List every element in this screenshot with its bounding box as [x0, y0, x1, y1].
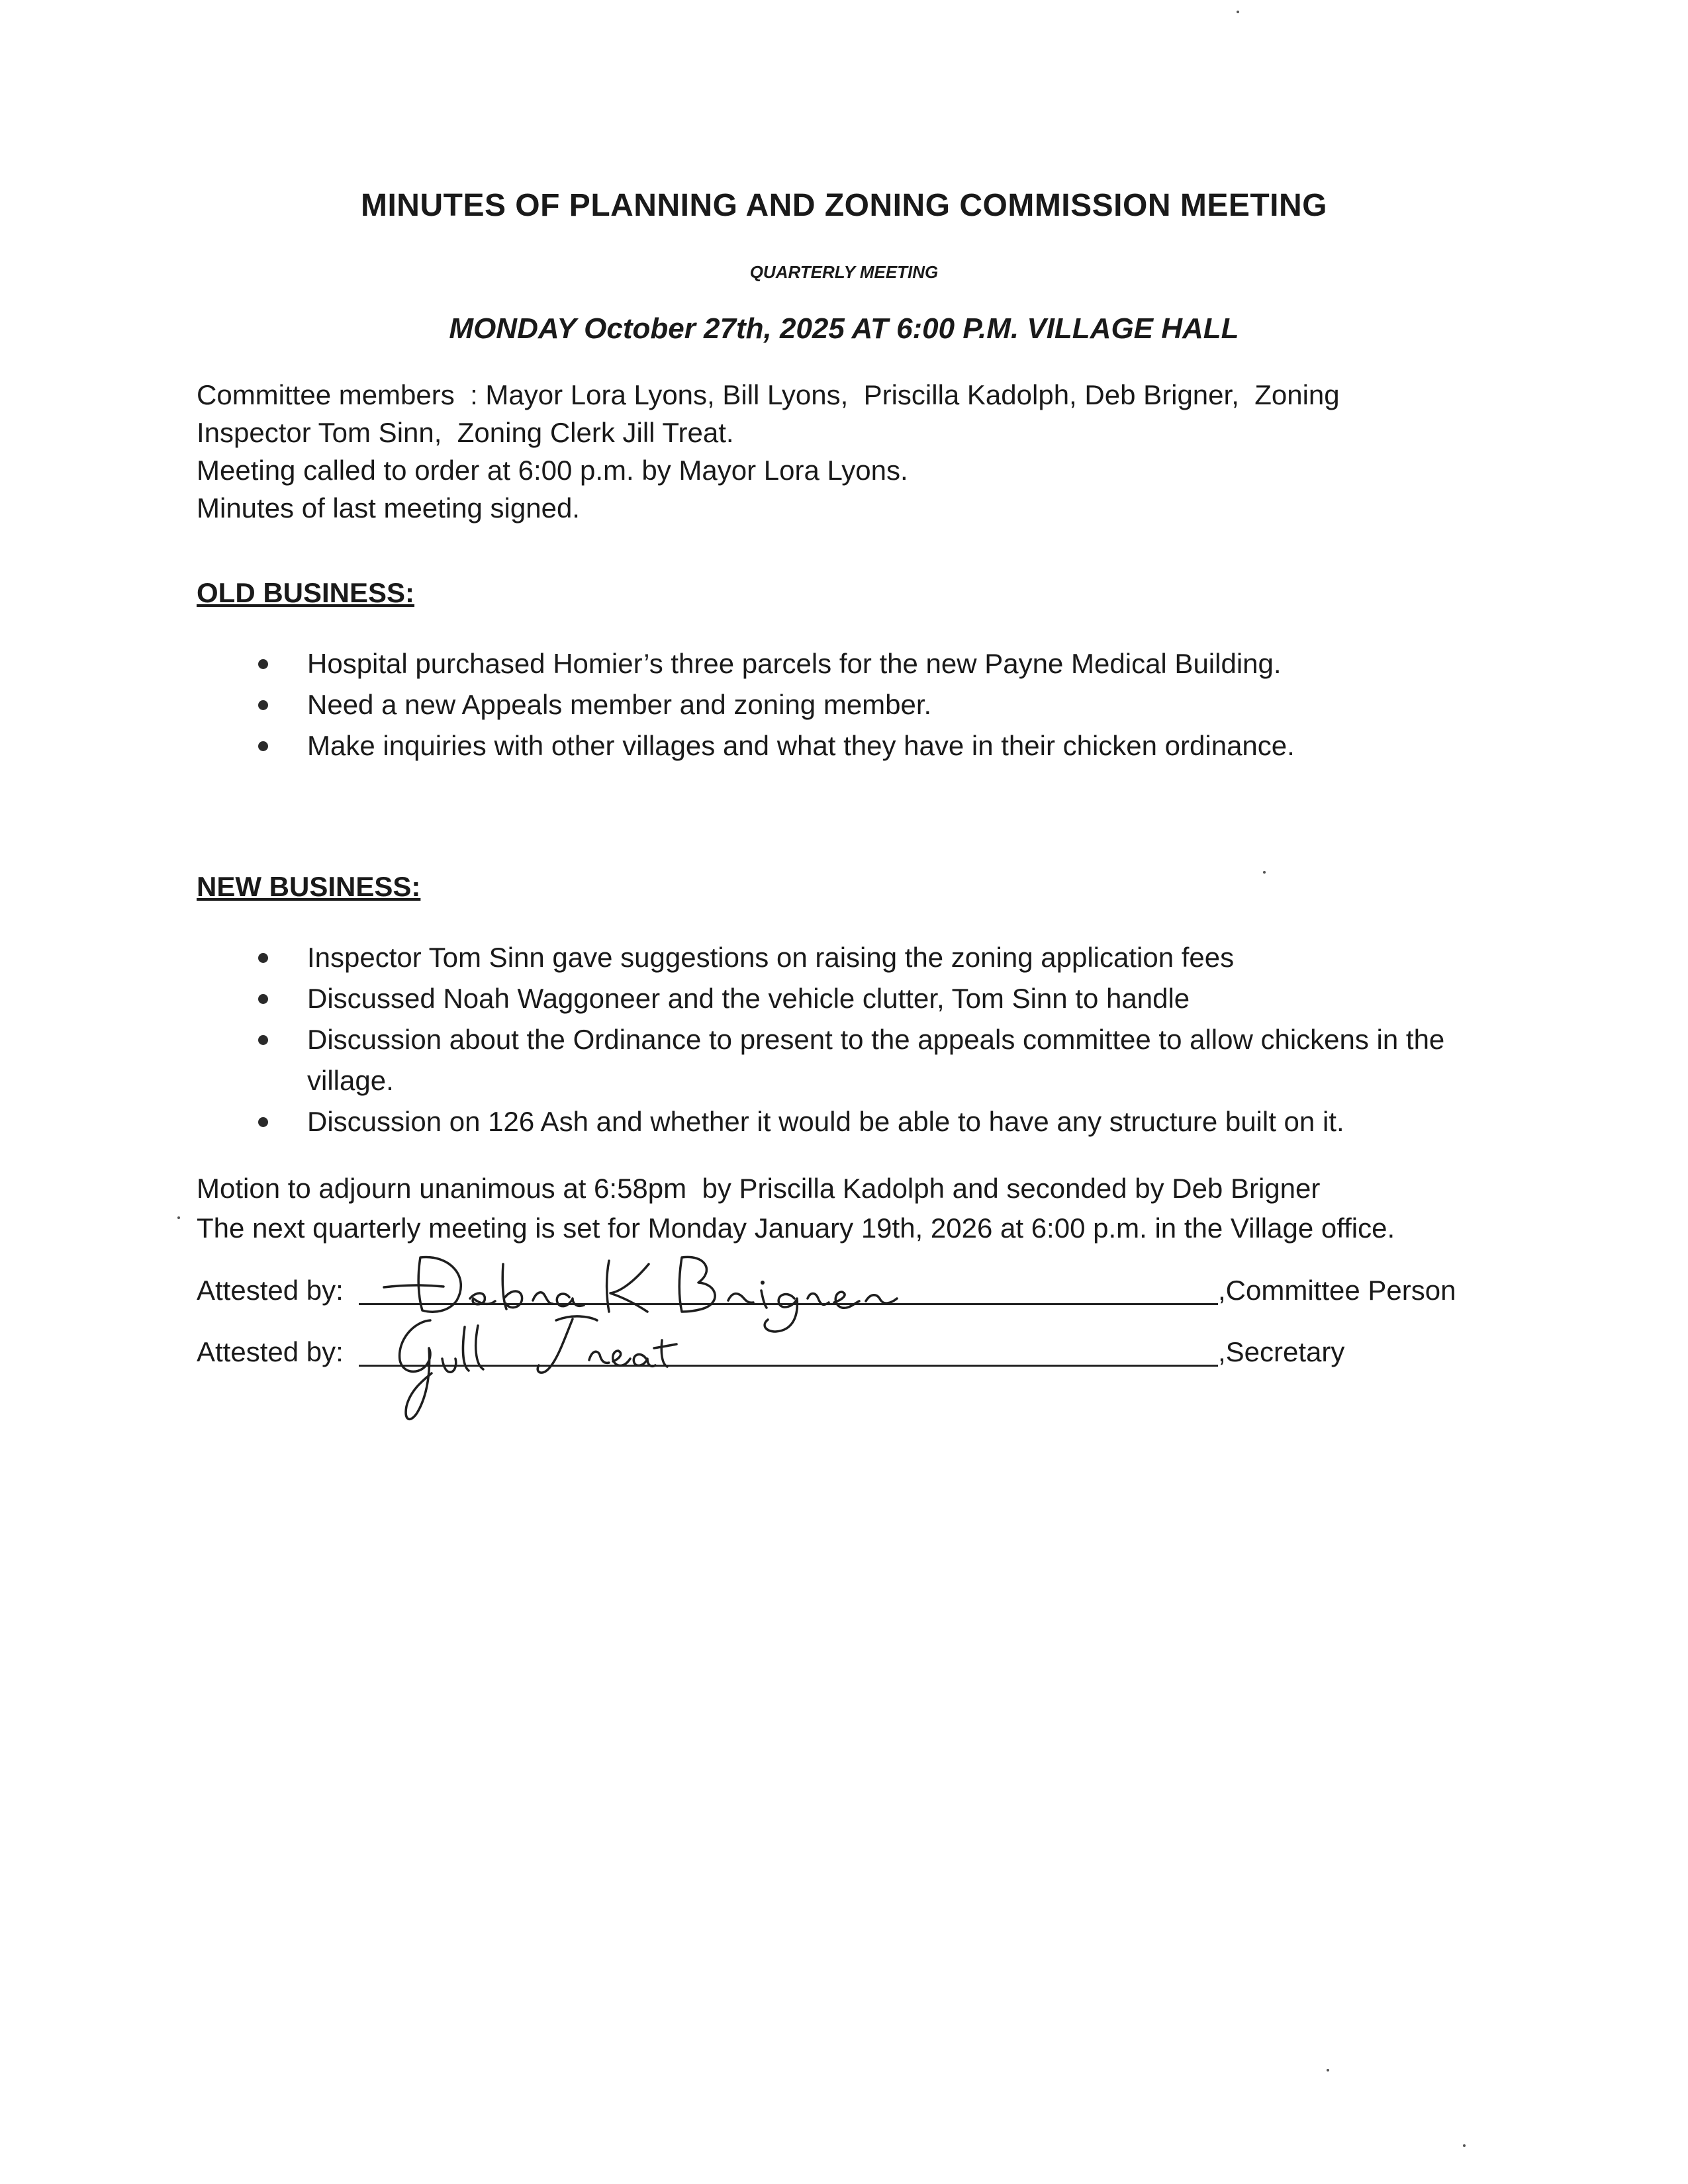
list-item: Discussion about the Ordinance to present to the appeals committee to allow chickens in the village. — [197, 1019, 1494, 1101]
closing-section — [197, 1169, 1494, 1248]
list-item: Inspector Tom Sinn gave suggestions on raising the zoning application fees — [197, 937, 1494, 978]
list-item: Discussion on 126 Ash and whether it would be able to have any structure built on it. — [197, 1101, 1494, 1142]
attest-label: Attested by: — [197, 1275, 344, 1306]
attest-role: ,Secretary — [1218, 1336, 1345, 1367]
intro-section — [197, 376, 1494, 527]
bullet-icon — [258, 1035, 268, 1045]
list-item: Make inquiries with other villages and what they have in their chicken ordinance. — [197, 725, 1494, 766]
members-line-1: Committee members : Mayor Lora Lyons, Bill Lyons, Priscilla Kadolph, Deb Brigner, Zoning — [197, 379, 1340, 410]
document-subtitle: QUARTERLY MEETING — [749, 262, 939, 282]
old-business-heading: OLD BUSINESS: — [197, 577, 415, 608]
document-title: MINUTES OF PLANNING AND ZONING COMMISSION MEETING — [360, 188, 1328, 223]
bullet-icon — [258, 1117, 268, 1127]
attest-label: Attested by: — [197, 1336, 344, 1367]
scan-speck — [1327, 2069, 1329, 2071]
scan-speck — [177, 1216, 180, 1219]
list-item: Discussed Noah Waggoneer and the vehicle clutter, Tom Sinn to handle — [197, 978, 1494, 1019]
next-meeting-text: The next quarterly meeting is set for Monday January 19th, 2026 at 6:00 p.m. in the Village office. — [197, 1212, 1395, 1244]
new-business-list — [197, 937, 1494, 1142]
bullet-icon — [258, 953, 268, 963]
list-item: Need a new Appeals member and zoning member. — [197, 684, 1494, 725]
attest-role: ,Committee Person — [1218, 1275, 1456, 1306]
old-business-list — [197, 643, 1494, 766]
adjourn-motion-text: Motion to adjourn unanimous at 6:58pm by Priscilla Kadolph and seconded by Deb Brigner — [197, 1173, 1321, 1204]
scan-speck — [1463, 2144, 1466, 2147]
meeting-dateline: MONDAY October 27th, 2025 AT 6:00 P.M. VILLAGE HALL — [449, 312, 1239, 345]
list-item: Hospital purchased Homier’s three parcels for the new Payne Medical Building. — [197, 643, 1494, 684]
scan-speck — [1237, 11, 1239, 13]
bullet-icon — [258, 741, 268, 751]
bullet-icon — [258, 659, 268, 669]
members-line-2: Inspector Tom Sinn, Zoning Clerk Jill Treat. — [197, 417, 734, 448]
signature-jill-treat — [391, 1307, 682, 1426]
new-business-heading: NEW BUSINESS: — [197, 871, 421, 902]
called-to-order-text: Meeting called to order at 6:00 p.m. by Mayor Lora Lyons. — [197, 455, 908, 486]
bullet-icon — [258, 994, 268, 1004]
bullet-icon — [258, 700, 268, 710]
minutes-signed-text: Minutes of last meeting signed. — [197, 492, 580, 523]
scan-speck — [1263, 871, 1266, 874]
